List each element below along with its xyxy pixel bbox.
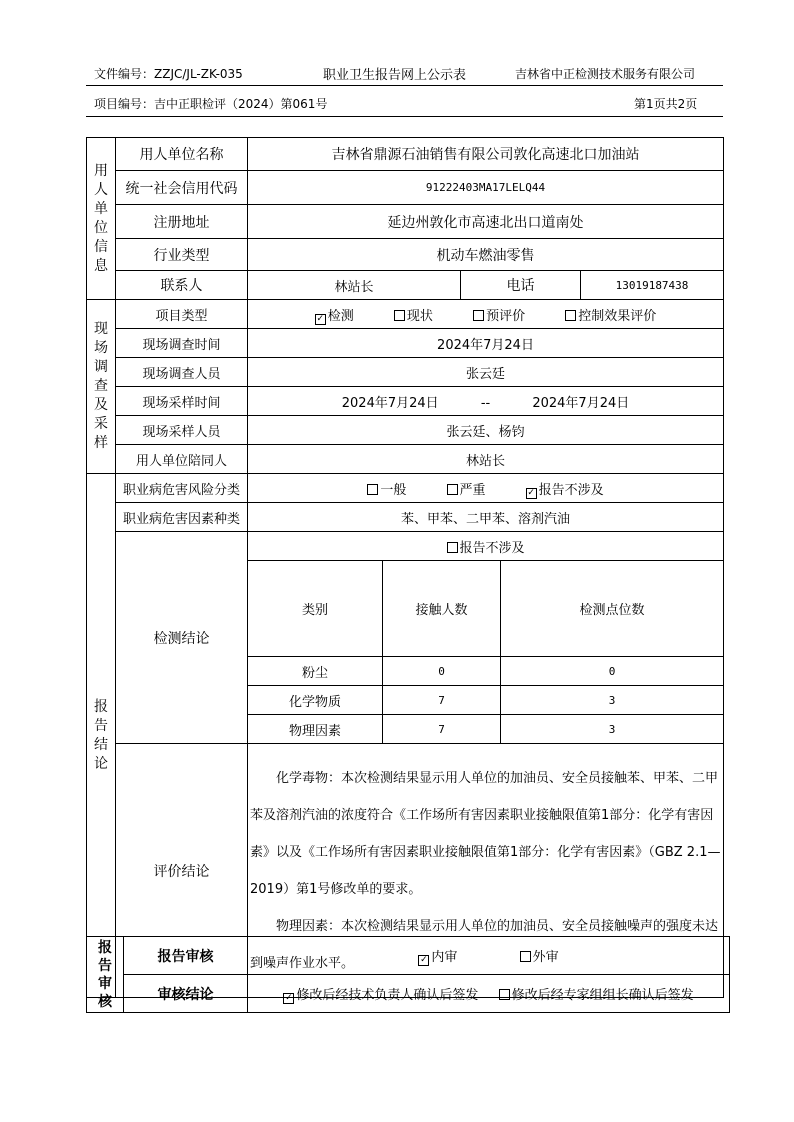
option-severe[interactable]: 严重 bbox=[447, 483, 486, 498]
col-header-points: 检测点位数 bbox=[501, 561, 724, 657]
option-expert-lead[interactable]: 修改后经专家组组长确认后签发 bbox=[499, 988, 694, 1003]
section-char: 采 bbox=[94, 416, 108, 432]
project-type-options bbox=[248, 300, 724, 329]
option-normal[interactable]: 一般 bbox=[367, 483, 406, 498]
project-type-label: 项目类型 bbox=[116, 300, 248, 329]
col-header-category: 类别 bbox=[248, 561, 383, 657]
employer-name-value: 吉林省鼎源石油销售有限公司敦化高速北口加油站 bbox=[248, 138, 724, 171]
cell-points: 0 bbox=[501, 657, 724, 686]
project-number: 项目编号：吉中正职检评（2024）第061号 bbox=[94, 97, 328, 111]
address-value: 延边州敦化市高速北出口道南处 bbox=[248, 205, 724, 239]
section-report bbox=[87, 474, 116, 998]
credit-code-label: 统一社会信用代码 bbox=[116, 171, 248, 205]
section-char: 告 bbox=[98, 957, 112, 974]
section-char: 论 bbox=[94, 755, 108, 772]
section-char: 信 bbox=[94, 238, 108, 255]
contact-label: 联系人 bbox=[116, 271, 248, 300]
sampling-time-value: 2024年7月24日 -- 2024年7月24日 bbox=[248, 387, 724, 416]
checkbox-checked-icon[interactable]: ✓ bbox=[420, 955, 428, 965]
eval-paragraph-chemical: 化学毒物：本次检测结果显示用人单位的加油员、安全员接触苯、甲苯、二甲苯及溶剂汽油的浓度符合《工作场所有害因素职业接触限值第1部分：化学有害因素》以及《工作场所有害因素职业接触限值第1部分：化学有害因素》（GBZ 2.1—2019）第1号修改单的要求。 bbox=[250, 770, 721, 897]
credit-code-value: 91222403MA17LELQ44 bbox=[248, 171, 724, 205]
option-not-involved[interactable]: ✓ 报告不涉及 bbox=[527, 482, 604, 498]
risk-options bbox=[248, 474, 724, 503]
checkbox-icon[interactable] bbox=[447, 542, 458, 553]
checkbox-icon[interactable] bbox=[520, 951, 531, 962]
detect-label: 检测结论 bbox=[116, 532, 248, 744]
review-label: 报告审核 bbox=[124, 937, 248, 975]
section-char: 单 bbox=[94, 200, 108, 217]
page-indicator: 第1页共2页 bbox=[634, 97, 698, 111]
contact-value: 林站长 bbox=[248, 271, 461, 300]
section-char: 及 bbox=[94, 397, 108, 413]
checkbox-icon[interactable] bbox=[499, 989, 510, 1000]
col-header-exposed: 接触人数 bbox=[383, 561, 501, 657]
phone-label: 电话 bbox=[461, 271, 581, 300]
cell-exposed: 7 bbox=[383, 715, 501, 744]
checkbox-icon[interactable] bbox=[565, 310, 576, 321]
option-internal[interactable]: ✓ 内审 bbox=[420, 950, 458, 965]
section-char: 结 bbox=[94, 736, 108, 753]
section-char: 位 bbox=[94, 219, 108, 236]
sampling-staff-label: 现场采样人员 bbox=[116, 416, 248, 445]
phone-value: 13019187438 bbox=[581, 271, 724, 300]
section-review bbox=[87, 937, 124, 1013]
section-char: 报 bbox=[94, 698, 108, 715]
sampling-staff-value: 张云廷、杨钧 bbox=[248, 416, 724, 445]
checkbox-checked-icon[interactable]: ✓ bbox=[316, 313, 325, 324]
escort-value: 林站长 bbox=[248, 445, 724, 474]
checkbox-icon[interactable] bbox=[447, 484, 458, 495]
page-title: 职业卫生报告网上公示表 bbox=[323, 68, 467, 83]
address-label: 注册地址 bbox=[116, 205, 248, 239]
conclusion-label: 审核结论 bbox=[124, 975, 248, 1013]
survey-staff-label: 现场调查人员 bbox=[116, 358, 248, 387]
cell-exposed: 7 bbox=[383, 686, 501, 715]
conclusion-options bbox=[248, 975, 730, 1013]
section-char: 告 bbox=[94, 717, 108, 734]
sampling-time-label: 现场采样时间 bbox=[116, 387, 248, 416]
detect-na-option[interactable]: 报告不涉及 bbox=[248, 532, 724, 561]
review-table bbox=[86, 936, 730, 1013]
cell-points: 3 bbox=[501, 715, 724, 744]
option-pre-eval[interactable]: 预评价 bbox=[473, 309, 525, 324]
checkbox-icon[interactable] bbox=[367, 484, 378, 495]
industry-value: 机动车燃油零售 bbox=[248, 239, 724, 271]
section-char: 报 bbox=[98, 939, 112, 956]
disclosure-table bbox=[86, 137, 724, 998]
survey-time-value: 2024年7月24日 bbox=[248, 329, 724, 358]
employer-name-label: 用人单位名称 bbox=[116, 138, 248, 171]
section-char: 样 bbox=[94, 435, 108, 451]
checkbox-icon[interactable] bbox=[473, 310, 484, 321]
risk-label: 职业病危害风险分类 bbox=[116, 474, 248, 503]
cell-category: 化学物质 bbox=[248, 686, 383, 715]
checkbox-icon[interactable] bbox=[394, 310, 405, 321]
option-detection[interactable]: ✓ 检测 bbox=[316, 308, 354, 324]
company-name: 吉林省中正检测技术服务有限公司 bbox=[515, 67, 696, 81]
section-char: 审 bbox=[98, 975, 112, 992]
option-tech-lead[interactable]: ✓ 修改后经技术负责人确认后签发 bbox=[285, 988, 479, 1003]
section-survey bbox=[87, 300, 116, 474]
survey-staff-value: 张云廷 bbox=[248, 358, 724, 387]
cell-category: 物理因素 bbox=[248, 715, 383, 744]
checkbox-checked-icon[interactable]: ✓ bbox=[527, 487, 535, 498]
option-control-eval[interactable]: 控制效果评价 bbox=[565, 309, 656, 324]
section-char: 息 bbox=[94, 257, 108, 274]
factor-value: 苯、甲苯、二甲苯、溶剂汽油 bbox=[248, 503, 724, 532]
checkbox-checked-icon[interactable]: ✓ bbox=[285, 993, 293, 1003]
eval-label: 评价结论 bbox=[116, 744, 248, 998]
section-char: 查 bbox=[94, 378, 108, 394]
doc-number: 文件编号：ZZJC/JL-ZK-035 bbox=[94, 67, 243, 81]
cell-exposed: 0 bbox=[383, 657, 501, 686]
cell-points: 3 bbox=[501, 686, 724, 715]
section-char: 场 bbox=[94, 340, 108, 356]
option-status[interactable]: 现状 bbox=[394, 309, 433, 324]
eval-paragraph-physical: 物理因素：本次检测结果显示用人单位的加油员、安全员接触噪声的强度未达到噪声作业水平。 bbox=[250, 918, 719, 971]
section-char: 现 bbox=[94, 321, 108, 337]
header-divider-2 bbox=[86, 116, 723, 117]
section-char: 用 bbox=[94, 162, 108, 179]
cell-category: 粉尘 bbox=[248, 657, 383, 686]
industry-label: 行业类型 bbox=[116, 239, 248, 271]
section-employer bbox=[87, 138, 116, 300]
review-options bbox=[248, 937, 730, 975]
escort-label: 用人单位陪同人 bbox=[116, 445, 248, 474]
section-char: 人 bbox=[94, 181, 108, 198]
section-char: 调 bbox=[94, 359, 108, 375]
section-char: 核 bbox=[98, 993, 112, 1010]
option-external[interactable]: 外审 bbox=[520, 950, 559, 965]
survey-time-label: 现场调查时间 bbox=[116, 329, 248, 358]
factor-label: 职业病危害因素种类 bbox=[116, 503, 248, 532]
header-divider bbox=[86, 85, 723, 86]
